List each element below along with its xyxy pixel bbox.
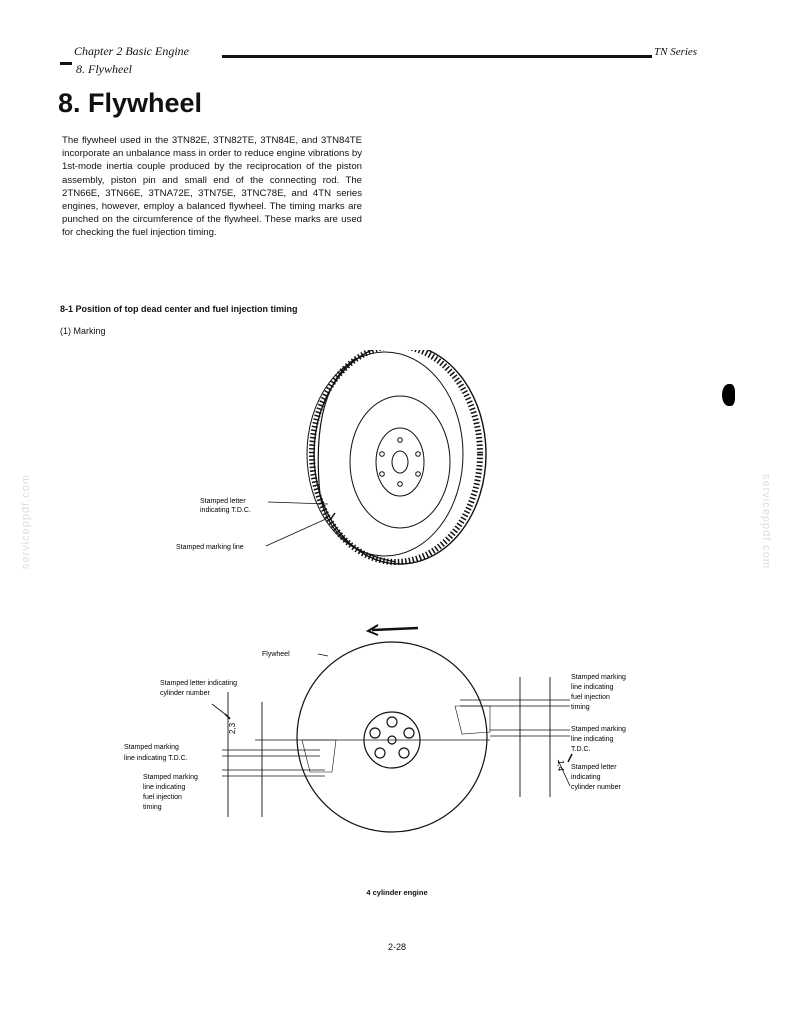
flywheel-front-figure [110,622,670,872]
label-tdc-line-left-1: Stamped marking [124,744,179,751]
intro-paragraph: The flywheel used in the 3TN82E, 3TN82TE, 3TN84E, and 3TN84TE incorporate an unbalance mass in order to reduce engine vibrations by 1st-mode inertia couple produced by the reciprocation of the piston assembly, piston pin and small end of the connecting rod. The 2TN66E, 3TN66E, 3TNA72E, 3TN75E, 3TNC78E, and 4TN series engines, however, employ a balanced flywheel. The timing marks are punched on the circumference of the flywheel. These marks are used for checking the fuel injection timing. [62,135,362,239]
header-rule [222,55,652,58]
figure-caption: 4 cylinder engine [366,888,428,897]
label-flywheel: Flywheel [262,651,290,658]
label-inj-line-left-4: timing [143,804,162,811]
subsection-sub: (1) Marking [60,326,106,336]
label-cyl-letter-left-2: cylinder number [160,690,210,697]
label-tdc-line-left-2: line indicating T.D.C. [124,755,188,762]
label-cyl-letter-left-1: Stamped letter indicating [160,680,238,687]
label-num-left: 2,3 [228,722,237,734]
header-dash [60,62,72,65]
label-inj-line-right-4: timing [571,704,590,711]
header-chapter: Chapter 2 Basic Engine [74,44,189,58]
header-section: 8. Flywheel [76,62,132,76]
flywheel-front [212,642,572,832]
watermark-right: serviceppdf.com [760,474,772,570]
label-inj-line-left-2: line indicating [143,784,186,791]
label-num-right: 1,4 [556,760,565,772]
flywheel-perspective-figure [160,350,500,570]
label-inj-line-right-2: line indicating [571,684,614,691]
label-tdc-line-right-1: Stamped marking [571,726,626,733]
label-inj-line-right-1: Stamped marking [571,674,626,681]
subsection-heading: 8-1 Position of top dead center and fuel injection timing [60,304,298,314]
label-tdc-line-right-2: line indicating [571,736,614,743]
watermark-left: serviceppdf.com [20,474,32,570]
label-tdc-letter-1: Stamped letter [200,498,246,505]
label-inj-line-left-3: fuel injection [143,794,182,801]
page-number: 2-28 [387,942,406,952]
label-inj-line-left-1: Stamped marking [143,774,198,781]
ink-blot [722,384,735,406]
label-tdc-letter-2: indicating T.D.C. [200,507,251,514]
label-cyl-letter-right-3: cylinder number [571,784,621,791]
flywheel-perspective [266,350,486,564]
rotation-arrow [368,625,418,635]
label-tdc-line-right-3: T.D.C. [571,746,591,753]
page-title: 8. Flywheel [58,88,203,118]
header-series: TN Series [654,46,698,58]
label-marking-line: Stamped marking line [176,544,244,551]
label-cyl-letter-right-1: Stamped letter [571,764,617,771]
label-cyl-letter-right-2: indicating [571,774,601,781]
label-inj-line-right-3: fuel injection [571,694,610,701]
